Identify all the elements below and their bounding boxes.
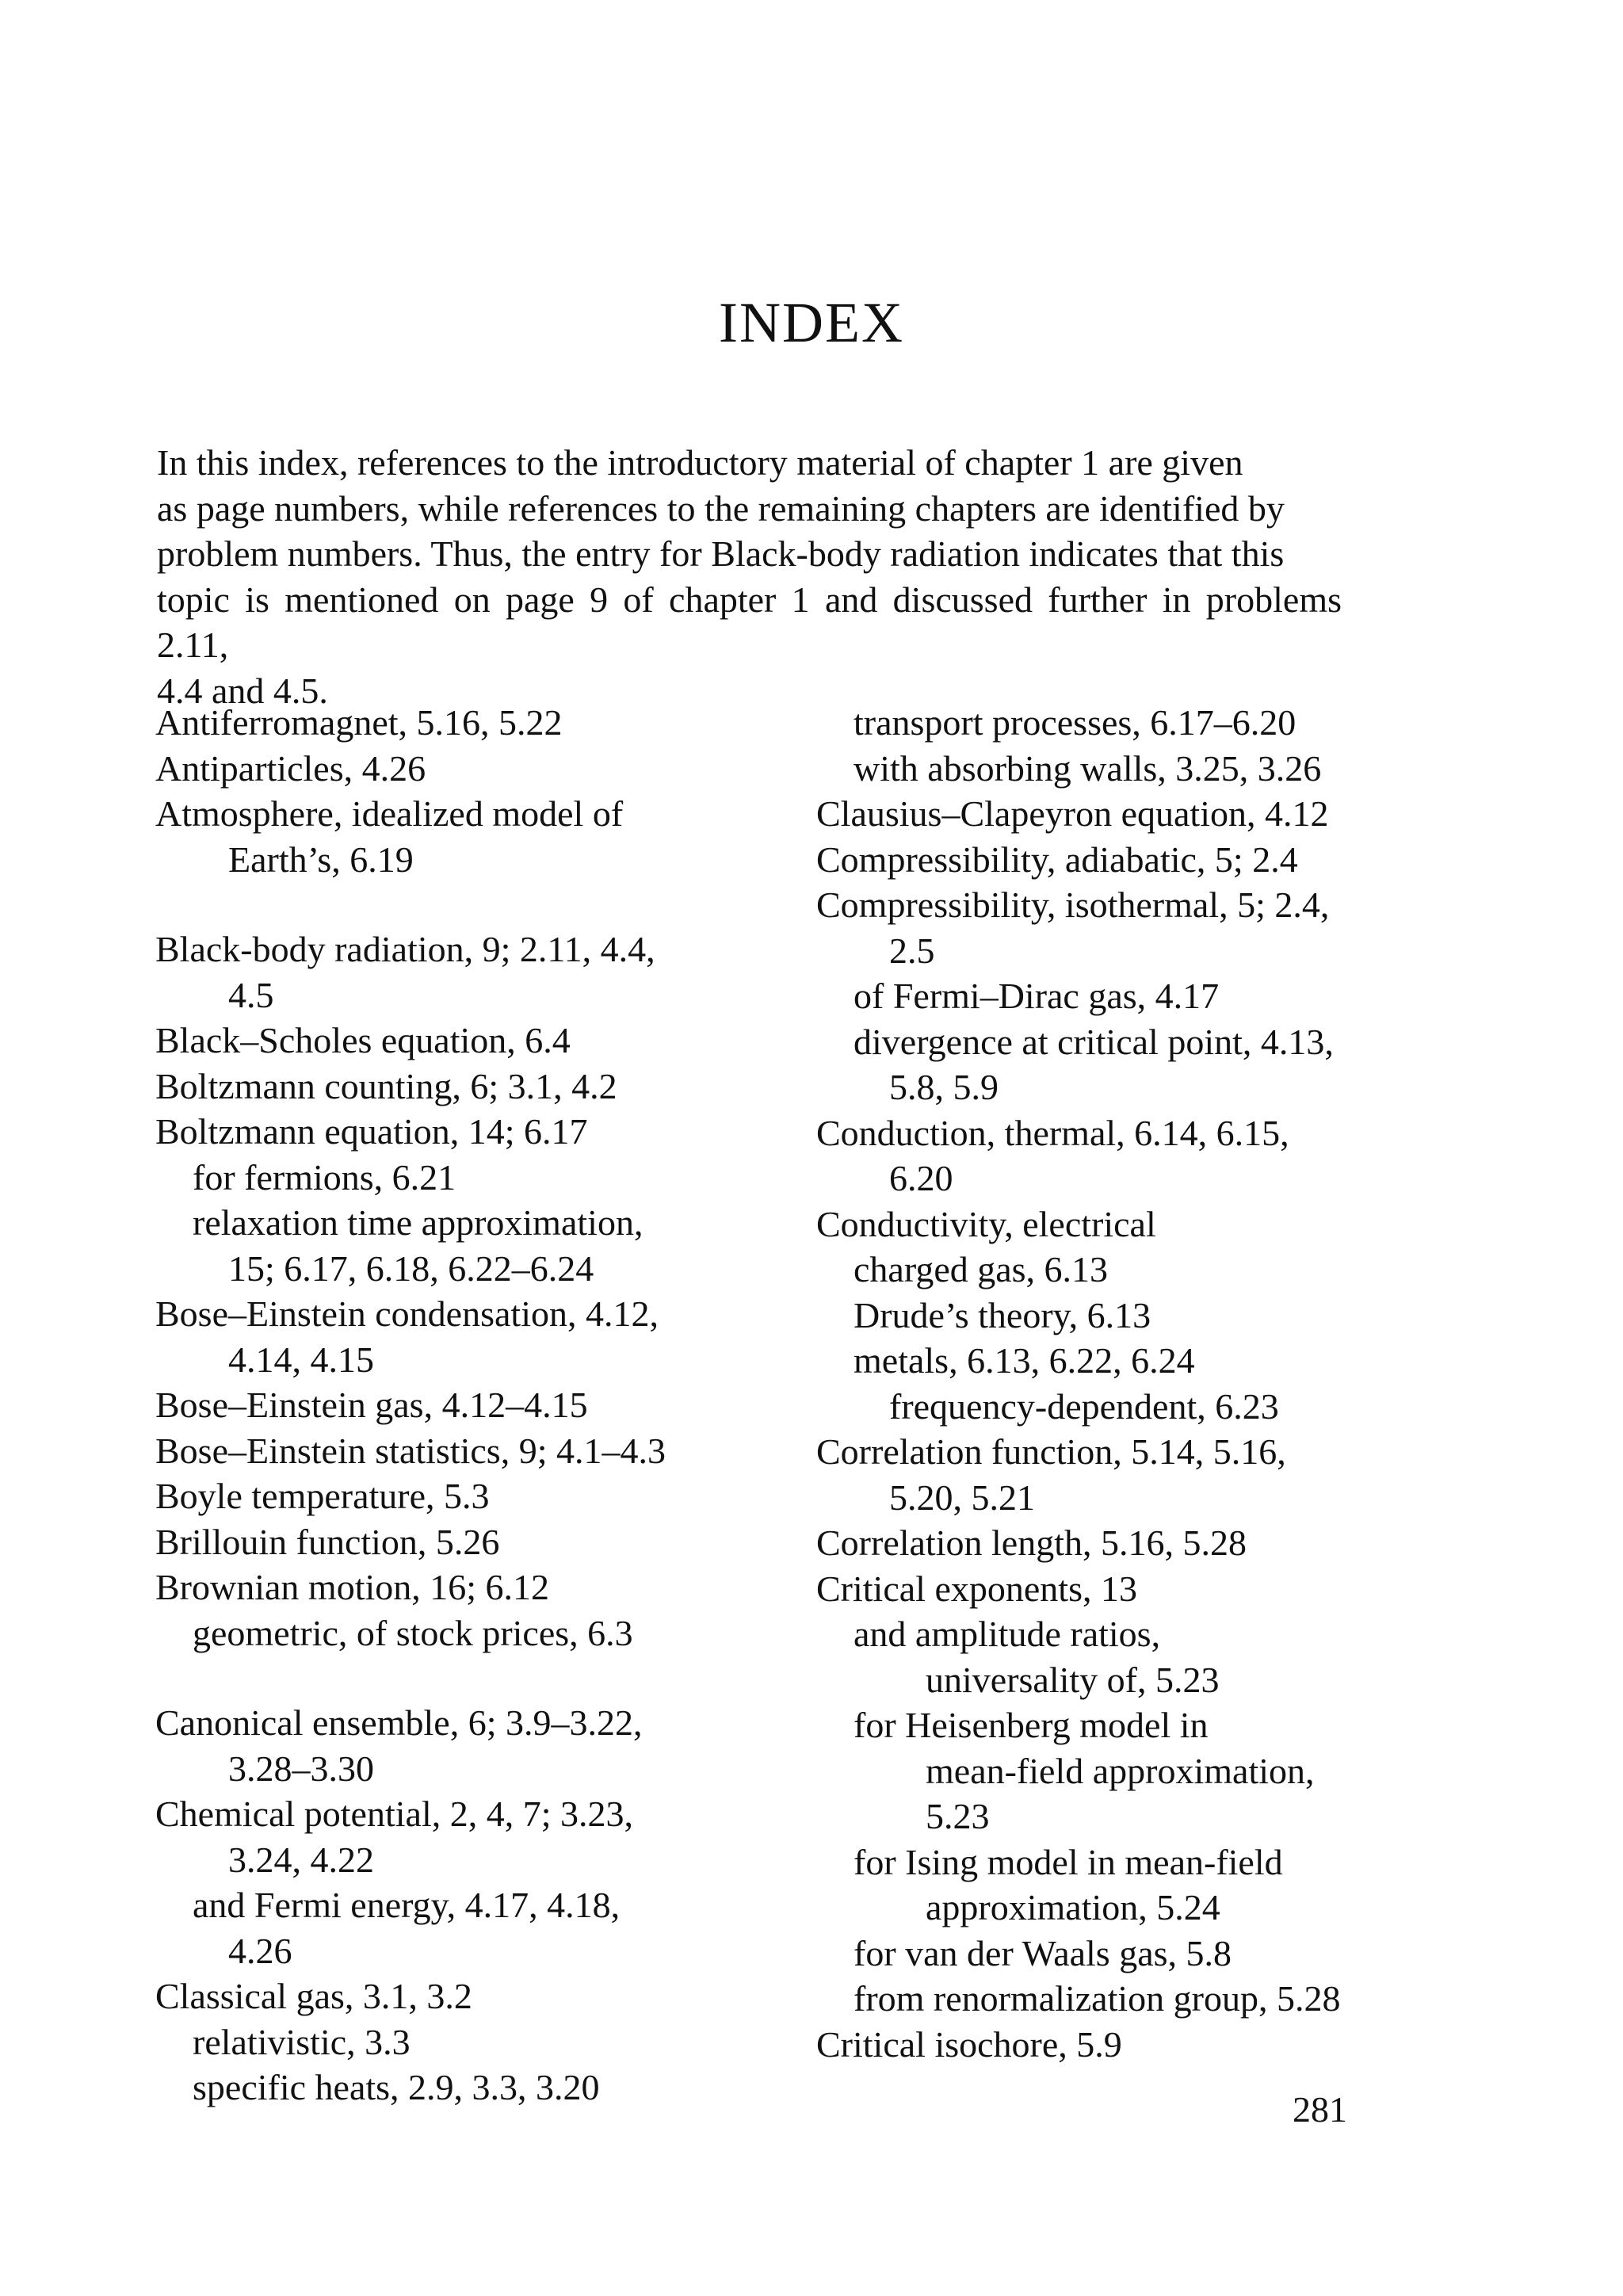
index-entry: Compressibility, adiabatic, 5; 2.4	[816, 839, 1298, 880]
page-number: 281	[1293, 2089, 1347, 2130]
index-subentry: Earth’s, 6.19	[228, 839, 414, 880]
index-subentry: 4.14, 4.15	[228, 1339, 374, 1380]
intro-line: In this index, references to the introductory material of chapter 1 are given	[157, 442, 1243, 483]
index-entry: Brownian motion, 16; 6.12	[155, 1567, 550, 1607]
index-column-left	[155, 700, 789, 2111]
index-entry: Boyle temperature, 5.3	[155, 1476, 490, 1516]
index-subentry: specific heats, 2.9, 3.3, 3.20	[193, 2067, 600, 2107]
index-subentry: 3.24, 4.22	[228, 1839, 374, 1880]
index-subentry: and amplitude ratios,	[854, 1614, 1161, 1654]
index-subentry: 4.26	[228, 1930, 292, 1971]
index-entry: Compressibility, isothermal, 5; 2.4,	[816, 884, 1330, 925]
index-introduction	[157, 440, 1342, 713]
intro-line: problem numbers. Thus, the entry for Black-body radiation indicates that this	[157, 533, 1285, 574]
index-entry: Bose–Einstein gas, 4.12–4.15	[155, 1385, 588, 1425]
index-subentry: approximation, 5.24	[926, 1887, 1220, 1927]
index-entry: Canonical ensemble, 6; 3.9–3.22,	[155, 1702, 643, 1743]
index-subentry: for Heisenberg model in	[854, 1705, 1209, 1745]
index-subentry: relativistic, 3.3	[193, 2021, 411, 2062]
index-subentry: metals, 6.13, 6.22, 6.24	[854, 1340, 1195, 1381]
index-subentry: 5.23	[926, 1796, 990, 1836]
index-subentry: and Fermi energy, 4.17, 4.18,	[193, 1885, 621, 1925]
index-entry: Classical gas, 3.1, 3.2	[155, 1976, 472, 2016]
index-entry: Correlation function, 5.14, 5.16,	[816, 1431, 1286, 1472]
intro-line: topic is mentioned on page 9 of chapter 1 and discussed further in problems 2.11,	[157, 579, 1342, 665]
index-subentry: divergence at critical point, 4.13,	[854, 1021, 1334, 1062]
index-subentry: 5.20, 5.21	[889, 1477, 1035, 1518]
index-subentry: charged gas, 6.13	[854, 1249, 1109, 1289]
index-subentry: 4.5	[228, 974, 274, 1015]
index-subentry: from renormalization group, 5.28	[854, 1978, 1341, 2019]
index-entry: Antiparticles, 4.26	[155, 747, 426, 789]
index-subentry: 15; 6.17, 6.18, 6.22–6.24	[228, 1247, 594, 1289]
index-entry: Critical isochore, 5.9	[816, 2023, 1122, 2065]
index-subentry: frequency-dependent, 6.23	[889, 1385, 1279, 1427]
index-subentry: for fermions, 6.21	[193, 1156, 456, 1198]
index-subentry: transport processes, 6.17–6.20	[854, 702, 1296, 743]
index-entry: Bose–Einstein condensation, 4.12,	[155, 1293, 659, 1334]
index-subentry: 2.5	[889, 930, 935, 971]
index-subentry: mean-field approximation,	[926, 1750, 1315, 1791]
index-entry: Antiferromagnet, 5.16, 5.22	[155, 702, 563, 743]
index-subentry: Drude’s theory, 6.13	[854, 1294, 1151, 1335]
index-subentry: geometric, of stock prices, 6.3	[193, 1612, 633, 1653]
index-entry: Correlation length, 5.16, 5.28	[816, 1522, 1247, 1563]
index-entry: Clausius–Clapeyron equation, 4.12	[816, 793, 1329, 834]
index-entry: Chemical potential, 2, 4, 7; 3.23,	[155, 1794, 634, 1834]
index-subentry: 5.8, 5.9	[889, 1067, 999, 1107]
page-title: INDEX	[719, 291, 904, 354]
intro-line: 4.4 and 4.5.	[157, 670, 328, 711]
index-subentry: relaxation time approximation,	[193, 1202, 643, 1243]
index-subentry: for Ising model in mean-field	[854, 1841, 1283, 1882]
section-gap	[155, 882, 789, 926]
index-subentry: 3.28–3.30	[228, 1748, 374, 1789]
index-entry: Black–Scholes equation, 6.4	[155, 1020, 571, 1060]
index-column-right	[816, 700, 1450, 2067]
index-entry: Atmosphere, idealized model of	[155, 793, 624, 834]
index-subentry: universality of, 5.23	[926, 1659, 1220, 1700]
index-entry: Brillouin function, 5.26	[155, 1521, 500, 1562]
index-subentry: for van der Waals gas, 5.8	[854, 1932, 1232, 1973]
index-entry: Boltzmann equation, 14; 6.17	[155, 1111, 588, 1152]
index-entry: Black-body radiation, 9; 2.11, 4.4,	[155, 929, 655, 969]
index-entry: Conductivity, electrical	[816, 1203, 1156, 1244]
section-gap	[155, 1656, 789, 1700]
index-subentry: of Fermi–Dirac gas, 4.17	[854, 976, 1220, 1016]
index-subentry: 6.20	[889, 1158, 953, 1198]
index-entry: Critical exponents, 13	[816, 1568, 1137, 1609]
index-entry: Conduction, thermal, 6.14, 6.15,	[816, 1112, 1289, 1153]
index-entry: Boltzmann counting, 6; 3.1, 4.2	[155, 1065, 617, 1106]
index-entry: Bose–Einstein statistics, 9; 4.1–4.3	[155, 1430, 666, 1471]
intro-line: as page numbers, while references to the remaining chapters are identified by	[157, 487, 1285, 529]
index-subentry: with absorbing walls, 3.25, 3.26	[854, 747, 1322, 789]
